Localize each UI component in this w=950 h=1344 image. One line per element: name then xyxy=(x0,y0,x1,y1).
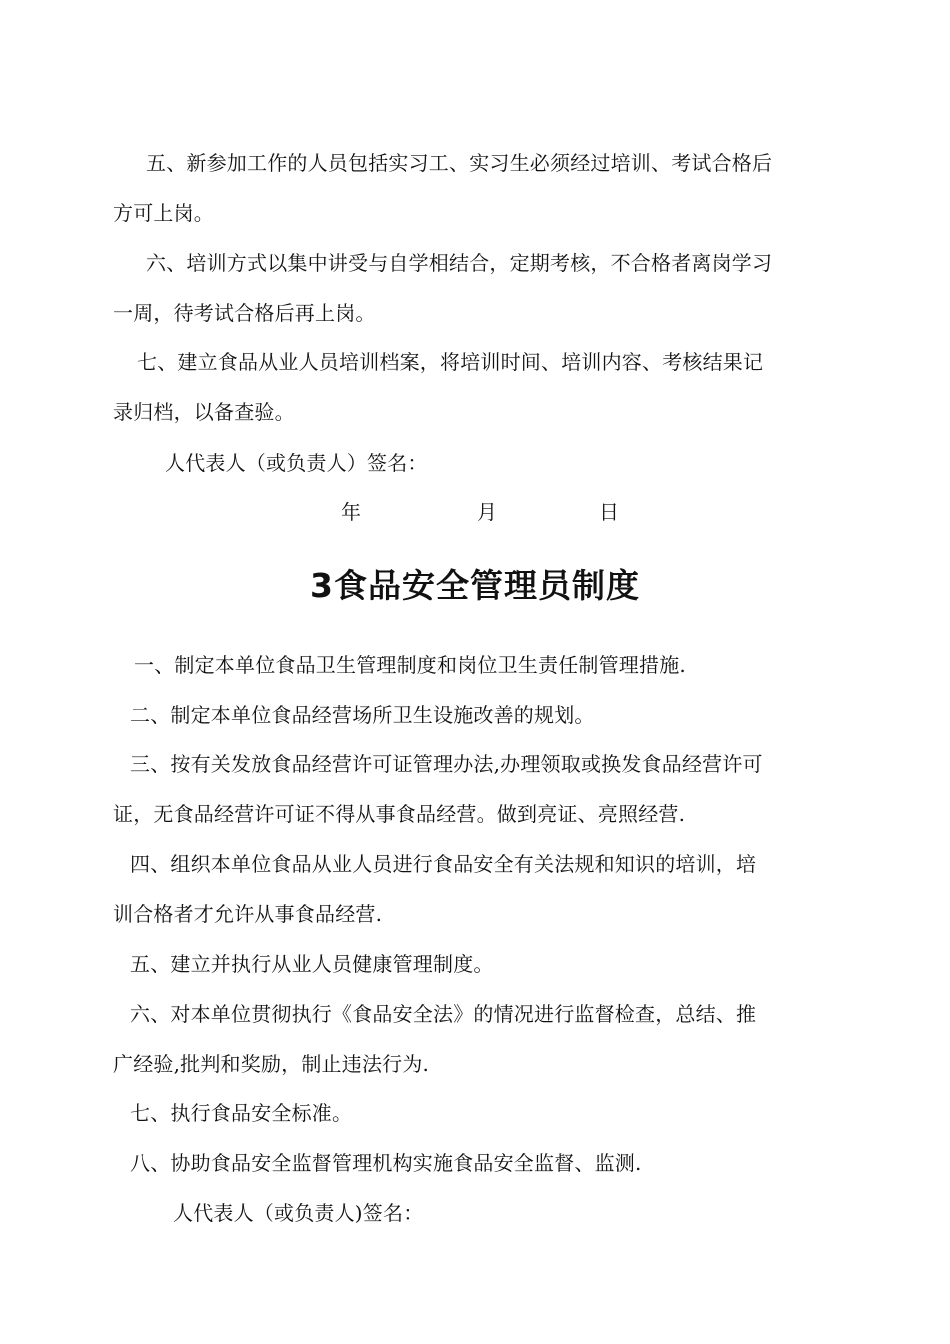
mgr-item-8: 八、协助食品安全监督管理机构实施食品安全监督、监测. xyxy=(130,1151,642,1175)
date-year: 年 xyxy=(341,500,361,524)
mgr-item-7: 七、执行食品安全标准。 xyxy=(130,1101,353,1125)
mgr-item-4-line-1: 四、组织本单位食品从业人员进行食品安全有关法规和知识的培训，培 xyxy=(130,852,757,876)
mgr-item-4-line-2: 训合格者才允许从事食品经营. xyxy=(113,902,383,926)
item-7-line-2: 录归档，以备查验。 xyxy=(113,400,295,424)
mgr-item-6-line-1: 六、对本单位贯彻执行《食品安全法》的情况进行监督检查，总结、推 xyxy=(130,1002,757,1026)
mgr-item-3-line-2: 证，无食品经营许可证不得从事食品经营。做到亮证、亮照经营. xyxy=(113,802,686,826)
item-6-line-1: 六、培训方式以集中讲受与自学相结合，定期考核，不合格者离岗学习 xyxy=(146,251,773,275)
mgr-item-6-line-2: 广经验,批判和奖励，制止违法行为. xyxy=(113,1052,430,1076)
signature-line-1: 人代表人（或负责人）签名： xyxy=(165,451,428,475)
mgr-item-2: 二、制定本单位食品经营场所卫生设施改善的规划。 xyxy=(130,703,595,727)
item-5-line-1: 五、新参加工作的人员包括实习工、实习生必须经过培训、考试合格后 xyxy=(146,151,773,175)
item-6-line-2: 一周，待考试合格后再上岗。 xyxy=(113,301,376,325)
date-day: 日 xyxy=(599,500,619,524)
mgr-item-3-line-1: 三、按有关发放食品经营许可证管理办法,办理领取或换发食品经营许可 xyxy=(130,752,763,776)
signature-line-2: 人代表人（或负责人)签名： xyxy=(173,1201,424,1225)
section-title: 3食品安全管理员制度 xyxy=(310,566,640,605)
item-5-line-2: 方可上岗。 xyxy=(113,201,214,225)
mgr-item-5: 五、建立并执行从业人员健康管理制度。 xyxy=(130,952,494,976)
mgr-item-1: 一、制定本单位食品卫生管理制度和岗位卫生责任制管理措施. xyxy=(134,653,686,677)
date-month: 月 xyxy=(477,500,497,524)
item-7-line-1: 七、建立食品从业人员培训档案，将培训时间、培训内容、考核结果记 xyxy=(137,350,764,374)
